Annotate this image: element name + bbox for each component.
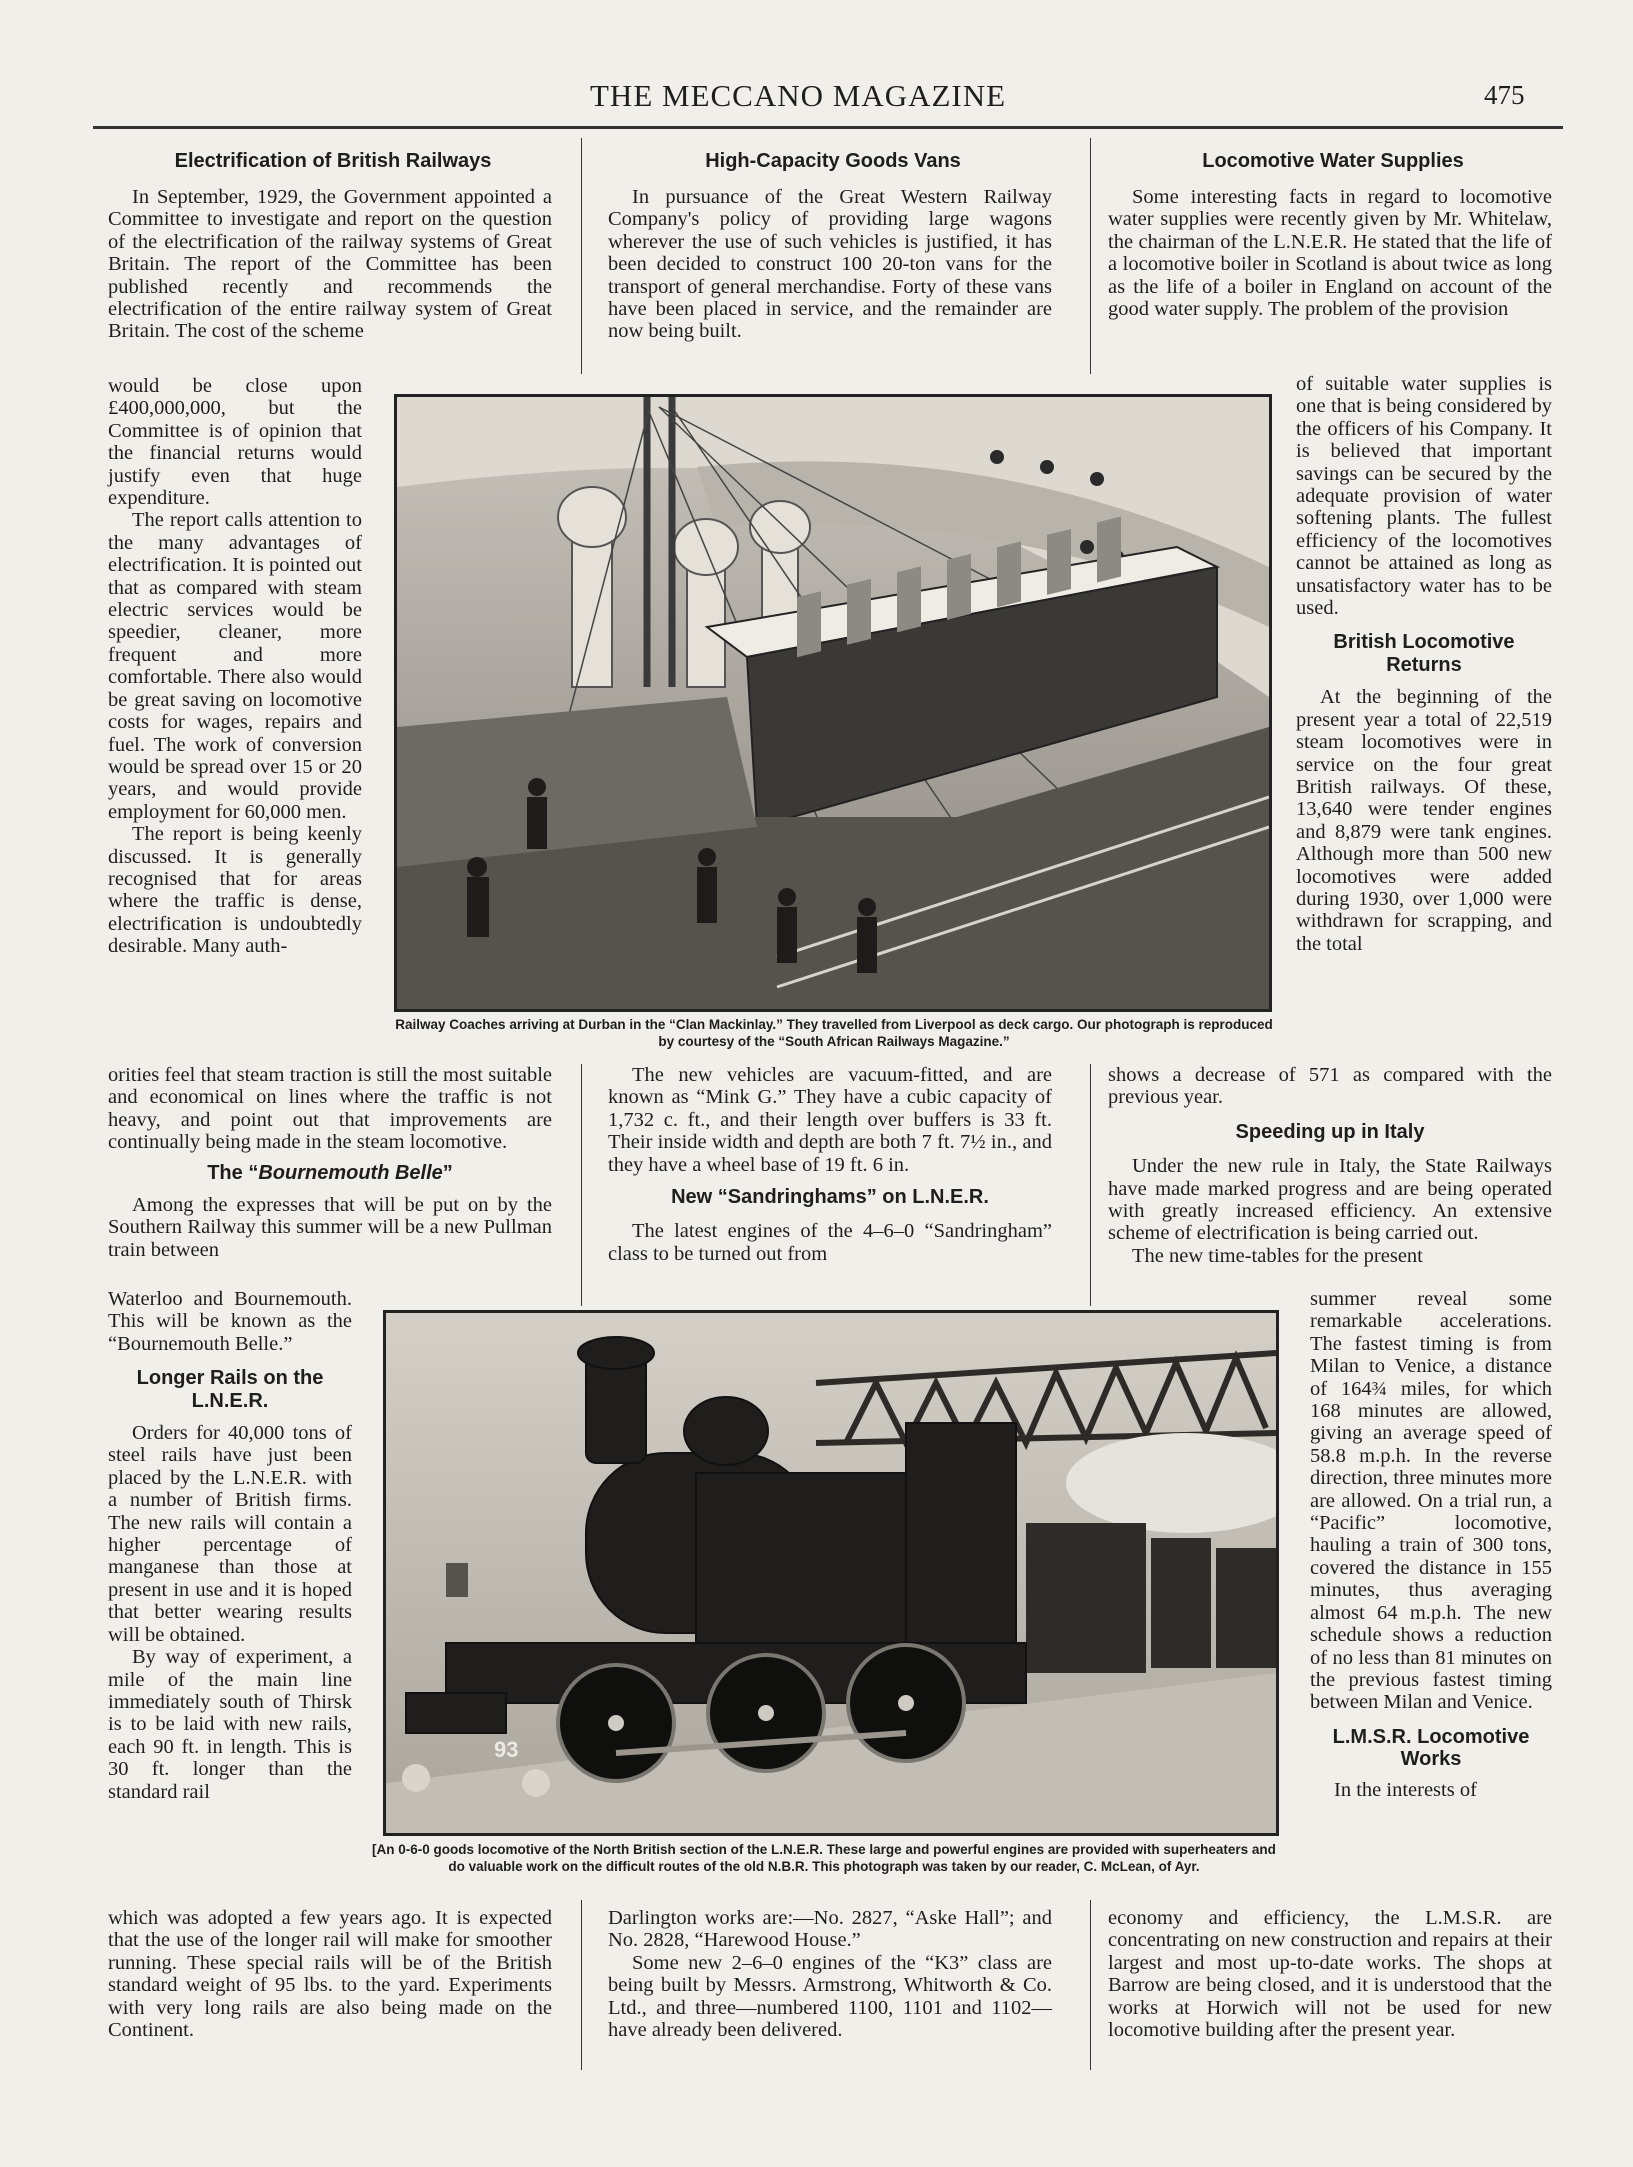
paragraph: The report is being keenly discussed. It is generally recognised that for areas where the traffic is dense, electrification is undoubtedly desirable. Many auth- — [108, 823, 362, 958]
paragraph: summer reveal some remarkable accelerations. The fastest timing is from Milan to Venice, a distance of 164¾ miles, for which 168 minutes are allowed, giving an average speed of 58.8 m.p.h. In the reverse direction, three minutes more are allowed. On a trial run, a “Pacific” locomotive, hauling a train of 300 tons, covered the distance in 155 minutes, thus averaging almost 64 m.p.h. The new schedule shows a reduction of no less than 81 minutes on the previous fastest timing between Milan and Venice. — [1310, 1288, 1552, 1714]
paragraph: In pursuance of the Great Western Railway Company's policy of providing large wagons wherever the use of such vehicles is justified, it has been decided to construct 100 20-ton vans for the transport of general merchandise. Forty of these vans have been placed in service, and the remainder are now being built. — [608, 186, 1052, 343]
ship-deck-illustration — [397, 397, 1269, 1009]
paragraph: Darlington works are:—No. 2827, “Aske Hall”; and No. 2828, “Harewood House.” — [608, 1907, 1052, 1952]
column-divider-right-bottom — [1090, 1900, 1091, 2070]
column3-top-text — [1108, 186, 1552, 320]
paragraph: At the beginning of the present year a total of 22,519 steam locomotives were in service on the four great British railways. Of these, 13,640 were tender engines and 8,879 were tank engines. Although more than 500 new locomotives were added during 1930, over 1,000 were withdrawn for scrapping, and the total — [1296, 686, 1552, 955]
column-divider-right-top — [1090, 138, 1091, 374]
paragraph: Waterloo and Bournemouth. This will be known as the “Bournemouth Belle.” — [108, 1288, 352, 1355]
paragraph: By way of experiment, a mile of the main line immediately south of Thirsk is to be laid with new rails, each 90 ft. in length. This is 30 ft. longer than the standard rail — [108, 1646, 352, 1803]
column1-top-text — [108, 186, 552, 343]
photo-ship-deck-coaches — [394, 394, 1272, 1012]
paragraph: In the interests of — [1334, 1778, 1477, 1801]
photo1-caption: Railway Coaches arriving at Durban in the “Clan Mackinlay.” They travelled from Liverpool as deck cargo. Our photograph is reproduced by courtesy of the “South African Railways Magazine.” — [395, 1017, 1273, 1049]
column-divider-left-top — [581, 138, 582, 374]
page-number: 475 — [1484, 80, 1525, 110]
paragraph: Some new 2–6–0 engines of the “K3” class are being built by Messrs. Armstrong, Whitworth & Co. Ltd., and three—numbered 1100, 1101 and 1102—have already been delivered. — [608, 1951, 1052, 2042]
paragraph: would be close upon £400,000,000, but the Committee is of opinion that the financial returns would justify even that huge expenditure. — [108, 375, 362, 510]
paragraph: In September, 1929, the Government appointed a Committee to investigate and report on the question of the electrification of the railway systems of Great Britain. The report of the Committee has been published recently and recommends the electrification of the entire railway system of Great Britain. The cost of the scheme — [108, 186, 552, 343]
column1-lower-wrap-text — [108, 1288, 352, 1803]
column3-bottom-text — [1108, 1907, 1552, 2041]
column3-mid-text — [1108, 1064, 1552, 1267]
photo2-caption: [An 0-6-0 goods locomotive of the North British section of the L.N.E.R. These large and powerful engines are provided with superheaters and do valuable work on the difficult routes of the old N.B.R. This photograph was taken by our reader, C. McLean, of Ayr. — [372, 1842, 1276, 1874]
heading-longer-rails: Longer Rails on the L.N.E.R. — [136, 1367, 324, 1412]
paragraph: Under the new rule in Italy, the State Railways have made marked progress and are being operated with greatly increased efficiency. An extensive scheme of electrification is being carried out. — [1108, 1155, 1552, 1245]
column1-wrap-text — [108, 375, 362, 958]
column3-lower-wrap-text — [1310, 1288, 1552, 1801]
heading-water-supplies: Locomotive Water Supplies — [1202, 150, 1464, 172]
paragraph: orities feel that steam traction is still the most suitable and economical on lines where the traffic is not heavy, and point out that improvements are continually being made in the steam locomotive. — [108, 1064, 552, 1154]
paragraph: The latest engines of the 4–6–0 “Sandringham” class to be turned out from — [608, 1220, 1052, 1265]
heading-lmsr-works: L.M.S.R. Locomotive Works — [1332, 1725, 1530, 1771]
paragraph: The new time-tables for the present — [1132, 1244, 1423, 1267]
paragraph: economy and efficiency, the L.M.S.R. are concentrating on new construction and repairs at their largest and most up-to-date works. The shops at Barrow are being closed, and it is understood that the works at Horwich will not be used for new locomotive building after the present year. — [1108, 1907, 1552, 2042]
paragraph: shows a decrease of 571 as compared with the previous year. — [1108, 1064, 1552, 1109]
paragraph: Among the expresses that will be put on by the Southern Railway this summer will be a new Pullman train between — [108, 1194, 552, 1261]
heading-goods-vans: High-Capacity Goods Vans — [705, 150, 961, 172]
column-divider-left-bottom — [581, 1900, 582, 2070]
column2-top-text — [608, 186, 1052, 343]
paragraph: Orders for 40,000 tons of steel rails have just been placed by the L.N.E.R. with a number of British firms. The new rails will contain a higher percentage of manganese than those at present in use and it is hoped that better wearing results will be obtained. — [108, 1422, 352, 1646]
column1-mid-text — [108, 1064, 552, 1261]
masthead: THE MECCANO MAGAZINE — [590, 78, 1007, 113]
paragraph: The report calls attention to the many advantages of electrification. It is pointed out that as compared with steam electric services would be speedier, cleaner, more frequent and more comfortable. There also would be great saving on locomotive costs for wages, repairs and fuel. The work of conversion would be spread over 15 or 20 years, and would provide employment for 60,000 men. — [108, 509, 362, 823]
paragraph: The new vehicles are vacuum-fitted, and are known as “Mink G.” They have a cubic capacity of 1,732 c. ft., and their length over buffers is 33 ft. Their inside width and depth are both 7 ft. 7½ in., and they have a wheel base of 19 ft. 6 in. — [608, 1064, 1052, 1176]
heading-electrification: Electrification of British Railways — [174, 150, 492, 172]
column2-bottom-text — [608, 1907, 1052, 2041]
header-rule — [93, 126, 1563, 129]
column-divider-left-mid — [581, 1064, 582, 1306]
heading-loco-returns: British Locomotive Returns — [1333, 631, 1515, 676]
column-divider-right-mid — [1090, 1064, 1091, 1306]
heading-sandringhams: New “Sandringhams” on L.N.E.R. — [671, 1186, 989, 1209]
paragraph: of suitable water supplies is one that is being considered by the officers of his Company. It is believed that important savings can be secured by the adequate provision of water softening plants. The fullest efficiency of the locomotives cannot be attained as long as unsatisfactory water has to be used. — [1296, 373, 1552, 620]
column3-wrap-text — [1296, 373, 1552, 955]
engine-number-plate: 93 — [494, 1737, 519, 1762]
paragraph: Some interesting facts in regard to locomotive water supplies were recently given by Mr. Whitelaw, the chairman of the L.N.E.R. He stated that the life of a locomotive boiler in Scotland is about twice as long as the life of a boiler in England on account of the good water supply. The problem of the provision — [1108, 186, 1552, 321]
column2-mid-text — [608, 1064, 1052, 1265]
photo-locomotive-0-6-0 — [383, 1310, 1279, 1836]
paragraph: which was adopted a few years ago. It is expected that the use of the longer rail will make for smoother running. These special rails will be of the British standard weight of 95 lbs. to the yard. Experiments with very long rails are also being made on the Continent. — [108, 1907, 552, 2042]
column1-bottom-text — [108, 1907, 552, 2041]
locomotive-illustration — [386, 1313, 1276, 1833]
heading-italy: Speeding up in Italy — [1235, 1120, 1425, 1143]
heading-bournemouth-belle: The “Bournemouth Belle” — [207, 1161, 453, 1184]
